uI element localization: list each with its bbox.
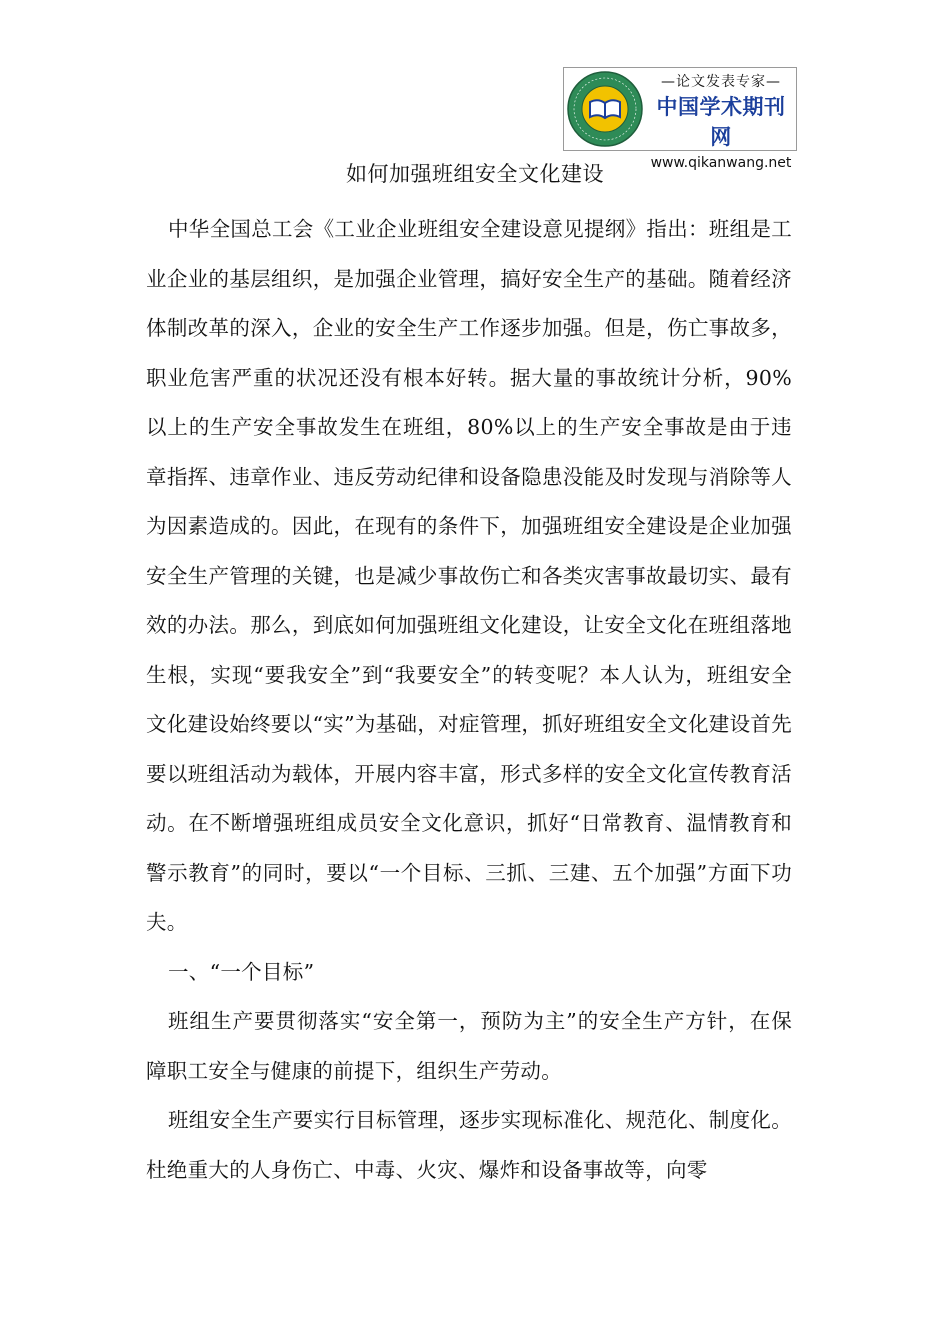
seal-emblem-icon bbox=[566, 70, 644, 148]
logo-slogan: —论文发表专家— bbox=[661, 74, 781, 90]
document-title: 如何加强班组安全文化建设 bbox=[346, 162, 604, 186]
logo-url: www.qikanwang.net bbox=[650, 155, 792, 171]
paragraph-intro: 中华全国总工会《工业企业班组安全建设意见提纲》指出：班组是工业企业的基层组织，是加强企业管理，搞好安全生产的基础。随着经济体制改革的深入，企业的安全生产工作逐步加强。但是，伤亡事故多，职业危害严重的状况还没有根本好转。据大量的事故统计分析，90%以上的生产安全事故发生在班组，80%以上的生产安全事故是由于违章指挥、违章作业、违反劳动纪律和设备隐患没能及时发现与消除等人为因素造成的。因此，在现有的条件下，加强班组安全建设是企业加强安全生产管理的关键，也是减少事故伤亡和各类灾害事故最切实、最有效的办法。那么，到底如何加强班组文化建设，让安全文化在班组落地生根，实现“要我安全”到“我要安全”的转变呢？本人认为，班组安全文化建设始终要以“实”为基础，对症管理，抓好班组安全文化建设首先要以班组活动为载体，开展内容丰富，形式多样的安全文化宣传教育活动。在不断增强班组成员安全文化意识，抓好“日常教育、温情教育和警示教育”的同时，要以“一个目标、三抓、三建、五个加强”方面下功夫。 bbox=[146, 217, 792, 934]
paragraph-safety-policy: 班组生产要贯彻落实“安全第一，预防为主”的安全生产方针，在保障职工安全与健康的前提下，组织生产劳动。 bbox=[146, 1009, 792, 1083]
journal-logo bbox=[563, 67, 797, 171]
section-heading-one-goal: 一、“一个目标” bbox=[168, 959, 315, 984]
paragraph-target-management: 班组安全生产要实行目标管理，逐步实现标准化、规范化、制度化。杜绝重大的人身伤亡、中毒、火灾、爆炸和设备事故等，向零 bbox=[146, 1108, 792, 1182]
logo-site-name: 中国学术期刊网 bbox=[656, 95, 786, 149]
document-body bbox=[146, 205, 792, 1195]
